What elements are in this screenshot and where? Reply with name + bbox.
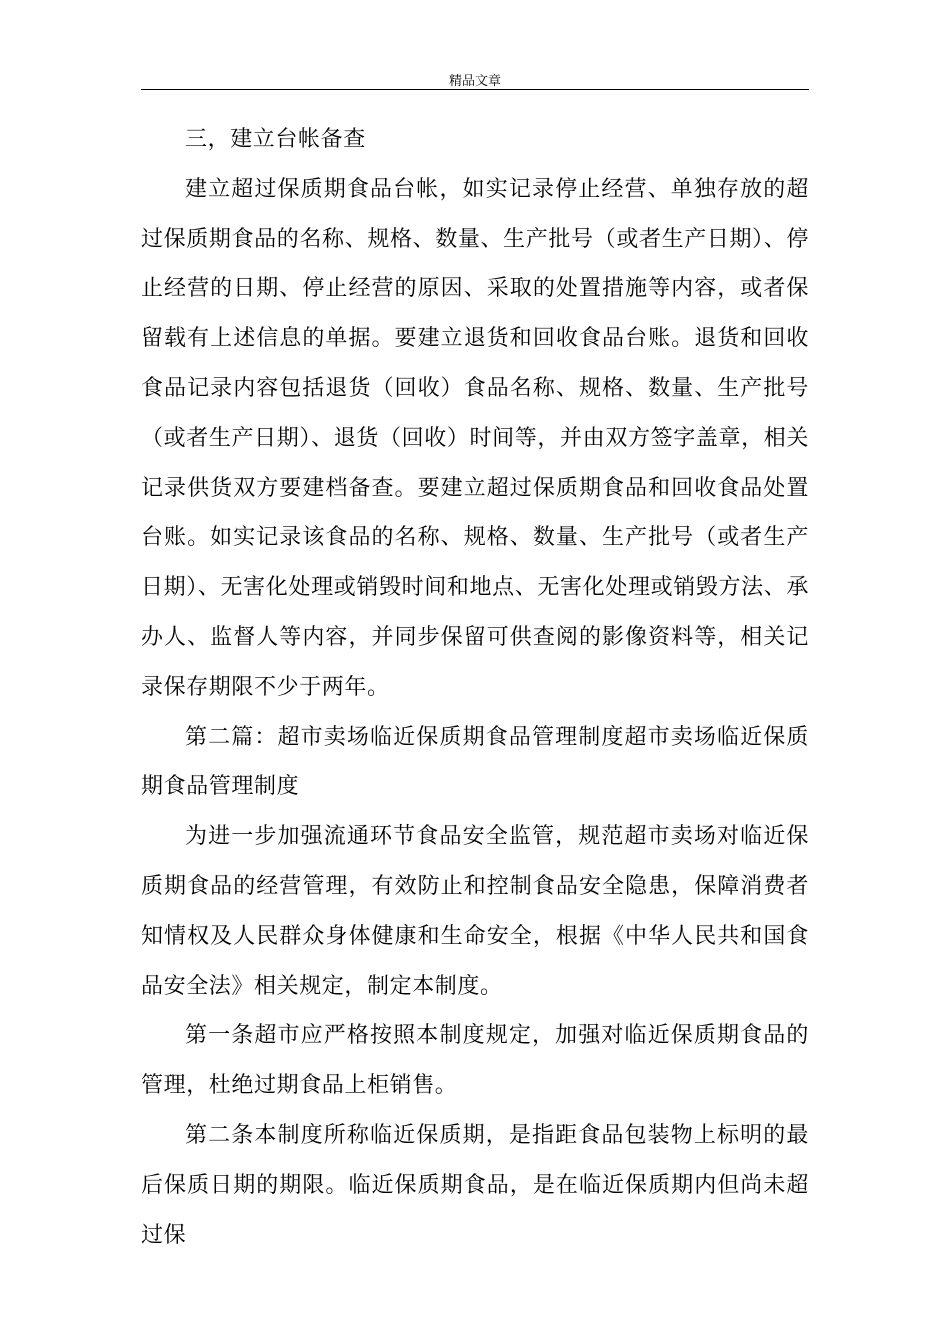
article-paragraph: 第二条本制度所称临近保质期，是指距食品包装物上标明的最后保质日期的期限。临近保质期食品，是在临近保质期内但尚未超过保 — [141, 1122, 809, 1248]
page-header — [141, 70, 809, 90]
body-paragraph: 为进一步加强流通环节食品安全监管，规范超市卖场对临近保质期食品的经营管理，有效防止和控制食品安全隐患，保障消费者知情权及人民群众身体健康和生命安全，根据《中华人民共和国食品安全法》相关规定，制定本制度。 — [141, 824, 809, 999]
header-title: 精品文章 — [448, 74, 501, 89]
section-heading: 三，建立台帐备查 — [185, 127, 366, 152]
body-paragraph: 建立超过保质期食品台帐，如实记录停止经营、单独存放的超过保质期食品的名称、规格、数量、生产批号（或者生产日期）、停止经营的日期、停止经营的原因、采取的处置措施等内容，或者保留载有上述信息的单据。要建立退货和回收食品台账。退货和回收食品记录内容包括退货（回收）食品名称、规格、数量、生产批号（或者生产日期）、退货（回收）时间等，并由双方签字盖章，相关记录供货双方要建档备查。要建立超过保质期食品和回收食品处置台账。如实记录该食品的名称、规格、数量、生产批号（或者生产日期）、无害化处理或销毁时间和地点、无害化处理或销毁方法、承办人、监督人等内容，并同步保留可供查阅的影像资料等，相关记录保存期限不少于两年。 — [141, 176, 809, 700]
document-body — [141, 115, 809, 1260]
chapter-title: 第二篇：超市卖场临近保质期食品管理制度超市卖场临近保质期食品管理制度 — [141, 724, 809, 800]
article-paragraph: 第一条超市应严格按照本制度规定，加强对临近保质期食品的管理，杜绝过期食品上柜销售。 — [141, 1023, 809, 1099]
